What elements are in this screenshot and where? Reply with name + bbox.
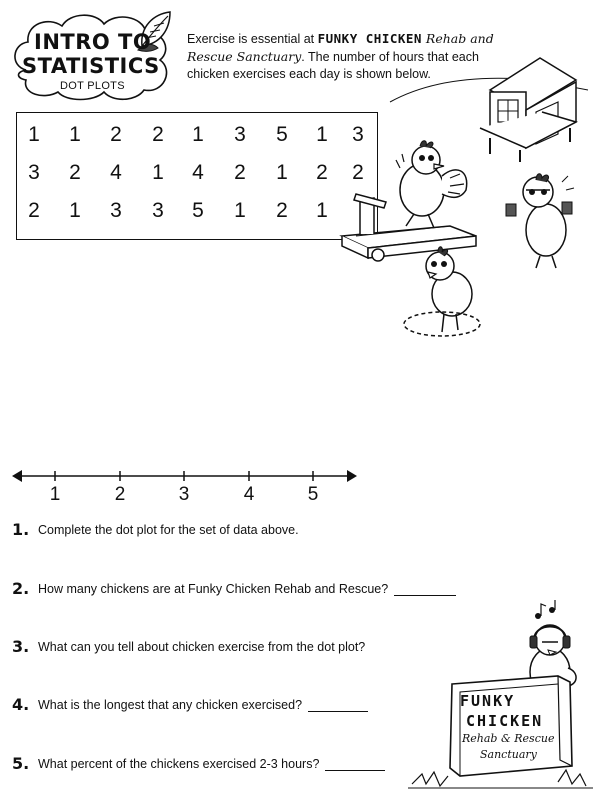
chicken-exercise-illustration <box>330 50 595 350</box>
data-cell: 5 <box>192 199 204 222</box>
sanctuary-sign-illustration <box>408 600 593 790</box>
chicken-jumping-rope-icon <box>404 247 480 336</box>
chicken-running-icon <box>396 141 467 228</box>
question-4-row <box>38 698 368 712</box>
question-1-text: Complete the dot plot for the set of data above. <box>38 523 299 537</box>
tick-label-2: 2 <box>114 484 126 505</box>
question-3-text: What can you tell about chicken exercise from the dot plot? <box>38 640 366 654</box>
title-cloud <box>8 8 178 103</box>
number-line <box>12 468 357 508</box>
title-line-2: STATISTICS <box>22 54 160 78</box>
answer-blank-5[interactable] <box>325 758 385 771</box>
intro-text-3: . The number of hours that each chicken exercises each day is shown below. <box>187 50 479 81</box>
tick-label-1: 1 <box>49 484 61 505</box>
sign-sanctuary: Sanctuary <box>480 748 537 761</box>
data-cell: 3 <box>110 199 122 222</box>
data-table <box>16 112 378 240</box>
data-cell: 2 <box>110 123 122 146</box>
data-cell: 2 <box>152 123 164 146</box>
answer-blank-4[interactable] <box>308 699 368 712</box>
data-cell: 1 <box>192 123 204 146</box>
data-cell: 2 <box>234 161 246 184</box>
question-2-number: 2. <box>12 579 30 598</box>
data-cell: 1 <box>316 199 328 222</box>
tick-label-5: 5 <box>307 484 319 505</box>
question-3-number: 3. <box>12 637 30 656</box>
question-2-text: How many chickens are at Funky Chicken Rehab and Rescue? <box>38 582 389 596</box>
answer-blank-2[interactable] <box>394 583 456 596</box>
data-cell: 2 <box>28 199 40 222</box>
tick-label-3: 3 <box>178 484 190 505</box>
question-5-number: 5. <box>12 754 30 773</box>
data-cell: 4 <box>192 161 204 184</box>
title-subtitle: DOT PLOTS <box>60 80 125 92</box>
title-line-1: INTRO TO <box>34 30 152 54</box>
data-cell: 1 <box>234 199 246 222</box>
chicken-lifting-icon <box>506 174 574 268</box>
question-2-row <box>38 582 456 596</box>
question-4-number: 4. <box>12 695 30 714</box>
sign-funky: FUNKY <box>460 692 516 710</box>
sign-rehab-rescue: Rehab & Rescue <box>462 732 555 745</box>
question-5-row <box>38 757 385 771</box>
data-cell: 3 <box>234 123 246 146</box>
data-cell: 3 <box>352 123 364 146</box>
tick-label-4: 4 <box>243 484 255 505</box>
question-4-text: What is the longest that any chicken exercised? <box>38 698 303 712</box>
question-5-text: What percent of the chickens exercised 2-3 hours? <box>38 757 320 771</box>
data-cell: 2 <box>316 161 328 184</box>
music-note-icon <box>535 600 555 619</box>
intro-text-2: Rehab and Rescue Sanctuary <box>187 31 494 64</box>
data-cell: 2 <box>69 161 81 184</box>
data-cell: 3 <box>28 161 40 184</box>
data-cell: 2 <box>352 161 364 184</box>
data-cell: 1 <box>28 123 40 146</box>
intro-text-1: Exercise is essential at <box>187 32 318 46</box>
data-cell: 4 <box>110 161 122 184</box>
intro-brand: FUNKY CHICKEN <box>317 31 422 46</box>
data-cell: 5 <box>276 123 288 146</box>
data-cell: 3 <box>152 199 164 222</box>
chicken-coop-icon <box>480 58 576 162</box>
question-1-number: 1. <box>12 520 30 539</box>
data-cell: 2 <box>276 199 288 222</box>
data-cell: 1 <box>69 123 81 146</box>
data-cell: 1 <box>316 123 328 146</box>
data-cell: 1 <box>69 199 81 222</box>
sign-chicken: CHICKEN <box>466 712 544 730</box>
data-cell: 1 <box>276 161 288 184</box>
data-cell: 1 <box>152 161 164 184</box>
